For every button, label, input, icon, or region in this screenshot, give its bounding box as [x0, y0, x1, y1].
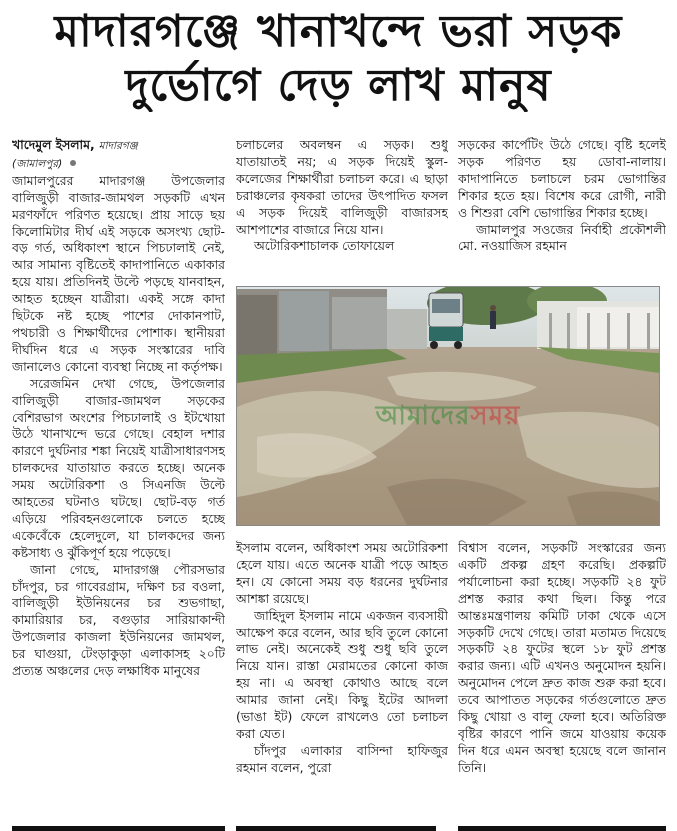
paragraph: সড়কের কার্পেটিং উঠে গেছে। বৃষ্টি হলেই সড়ক পরিণত হয় ডোবা-নালায়। কাদাপানিতে চলাচলে চরম ভোগান্তির শিকার হতে হয়। বিশেষ করে রোগী, নারী ও শিশুরা বেশি ভোগান্তির শিকার হচ্ছে।: [458, 137, 666, 220]
byline: [12, 137, 225, 173]
article-column-3-bottom: [458, 540, 666, 826]
photo-watermark: [237, 395, 659, 439]
paragraph: চাঁদপুর এলাকার বাসিন্দা হাফিজুর রহমান বলেন, পুরো: [236, 742, 448, 775]
paragraph: বিশ্বাস বলেন, সড়কটি সংস্কারের জন্য একটি প্রকল্প গ্রহণ করেছি। প্রকল্পটি পর্যালোচনা করা হচ্ছে। সড়কটি ২৪ ফুট প্রশস্ত করার কথা ছিল। কিন্তু পরে আন্তঃমন্ত্রণালয় কমিটি ঢাকা থেকে এসে সড়কটি দেখে গেছে। তারা মতামত দিয়েছে সড়কটি ২৪ ফুটের স্থলে ১৮ ফুট প্রশস্ত করার জন্য। এটি এখনও অনুমোদন হয়নি। অনুমোদন পেলে দ্রুত কাজ শুরু করা হবে। তবে আপাতত সড়কের গর্তগুলোতে দ্রুত কিছু খোয়া ও বালু ফেলা হবে। অতিরিক্ত বৃষ্টির কারণে পানি জমে যাওয়ায় কয়েক দিন ধরে এমন অবস্থা হয়েছে বলে জানান তিনি।: [458, 540, 666, 775]
paragraph: ইসলাম বলেন, অধিকাংশ সময় অটোরিকশা হেলে যায়। এতে অনেক যাত্রী পড়ে আহত হন। যে কোনো সময় বড় ধরনের দুর্ঘটনার আশঙ্কা রয়েছে।: [236, 540, 448, 606]
news-photo: [236, 286, 660, 526]
byline-name: খাদেমুল ইসলাম,: [12, 137, 95, 152]
watermark-part-1: আমাদের: [375, 401, 471, 431]
paragraph: অটোরিকশাচালক তোফায়েল: [254, 238, 395, 254]
paragraph: জানা গেছে, মাদারগঞ্জ পৌরসভার চাঁদপুর, চর গাবেরগ্রাম, দক্ষিণ চর বওলা, বালিজুড়ী ইউনিয়নের চর শুভগাছা, কামারিয়ার চর, বগুড়ার সারিয়াকান্দী উপজেলার কাজলা ইউনিয়নের জামথল, চর ঘাগুয়া, টেংড়াকুড়া এলাকাসহ ২০টি প্রত্যন্ত অঞ্চলের দেড় লক্ষাধিক মানুষের: [12, 561, 225, 679]
byline-place: মাদারগঞ্জ: [98, 140, 138, 152]
paragraph: জামালপুরের মাদারগঞ্জ উপজেলার বালিজুড়ী বাজার-জামথল সড়কটি এখন মরণফাঁদে পরিণত হয়েছে। প্রায় সাড়ে ছয় কিলোমিটার দীর্ঘ এই সড়কে অসংখ্য ছোট-বড় গর্ত, অধিকাংশ স্থানে পিচঢালাই নেই, আর সামান্য বৃষ্টিতেই কাদাপানিতে একাকার হয়ে যায়। প্রতিদিনই উল্টে পড়ছে যানবাহন, আহত হচ্ছেন যাত্রীরা। একই সঙ্গে কাদা ছিটকে নষ্ট হচ্ছে পাশের দোকানপাট, পথচারী ও শিক্ষার্থীদের পোশাক। স্থানীয়রা দীর্ঘদিন ধরে এ সড়ক সংস্কারের দাবি জানালেও কোনো ব্যবস্থা নিচ্ছে না কর্তৃপক্ষ।: [12, 172, 225, 374]
paragraph: জামালপুর সওজের নির্বাহী প্রকৌশলী মো. নওয়াজিস রহমান: [458, 221, 666, 254]
paragraph: জাহিদুল ইসলাম নামে একজন ব্যবসায়ী আক্ষেপ করে বলেন, আর ছবি তুলে কোনো লাভ নেই। অনেকেই শুধু শুধু ছবি তুলে নিয়ে যান। রাস্তা মেরামতের কোনো কাজ হয় না। এ অবস্থা কোথাও আছে বলে আমার জানা নেই। কিছু ইটের আদলা (ভাঙা ইট) ফেলে রাখলেও তো চলাচল করা যেত।: [236, 607, 448, 741]
headline-line-1: মাদারগঞ্জে খানাখন্দে ভরা সড়ক: [54, 6, 623, 57]
column-rule: [236, 826, 436, 831]
column-rule: [12, 826, 225, 831]
article-column-2-top: [236, 137, 448, 287]
article-column-2-bottom: [236, 540, 448, 826]
paragraph: সরেজমিন দেখা গেছে, উপজেলার বালিজুড়ী বাজার-জামথল সড়কের বেশিরভাগ অংশের পিচঢালাই ও ইটখোয়া উঠে খানাখন্দে ভরে গেছে। বেহাল দশার কারণে দুর্ঘটনার শঙ্কা নিয়েই যাত্রীসাধারণসহ চালকদের যাতায়াত করতে হচ্ছে। অনেক সময় অটোরিকশা ও সিএনজি উল্টে আহতের ঘটনাও ঘটছে। ছোট-বড় গর্ত এড়িয়ে পরিবহনগুলোকে চলতে হচ্ছে একেবেঁকে হেলেদুলে, যা চালকদের জন্য কষ্টসাধ্য ও ঝুঁকিপূর্ণ হয়ে পড়েছে।: [12, 375, 225, 560]
article-column-3-top: [458, 137, 666, 287]
paragraph: চলাচলের অবলম্বন এ সড়ক। শুধু যাতায়াতই নয়; এ সড়ক দিয়েই স্কুল-কলেজের শিক্ষার্থীরা চলাচল করে। এ ছাড়া চরাঞ্চলের কৃষকরা তাদের উৎপাদিত ফসল এ সড়ক দিয়েই বালিজুড়ী বাজারসহ আশপাশের বাজারে নিয়ে যান।: [236, 137, 448, 237]
bullet-icon: [70, 160, 76, 166]
headline-line-2: দুর্ভোগে দেড় লাখ মানুষ: [125, 60, 552, 111]
byline-district: (জামালপুর): [12, 157, 63, 170]
watermark-part-2: সময়: [470, 401, 521, 431]
article-column-1: [12, 137, 225, 827]
column-rule: [458, 826, 666, 831]
